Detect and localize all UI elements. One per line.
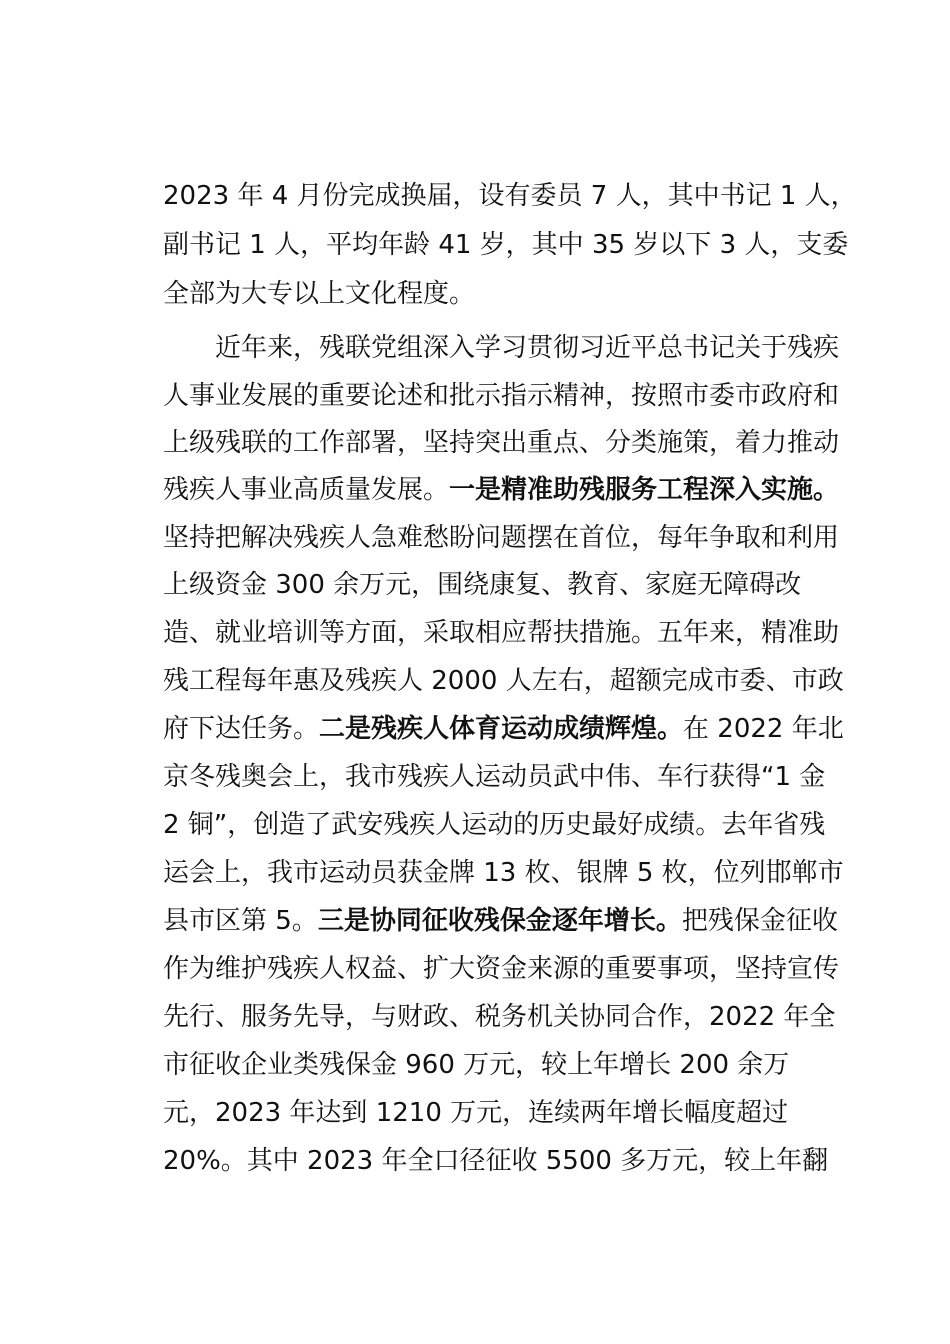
text-span: 县市区第 5。 [163, 906, 318, 936]
text-line [163, 706, 844, 752]
text-line: 坚持把解决残疾人急难愁盼问题摆在首位，每年争取和利用 [163, 523, 840, 553]
text-line: 京冬残奥会上，我市残疾人运动员武中伟、车行获得“1 金 [163, 762, 826, 792]
text-line [163, 467, 839, 513]
bold-heading-3: 三是协同征收残保金逐年增长。 [317, 906, 682, 936]
bold-heading-2: 二是残疾人体育运动成绩辉煌。 [319, 714, 684, 744]
text-line [163, 898, 838, 944]
text-line: 2 铜”，创造了武安残疾人运动的历史最好成绩。去年省残 [163, 810, 826, 840]
text-line: 作为维护残疾人权益、扩大资金来源的重要事项，坚持宣传 [163, 954, 840, 984]
text-line: 人事业发展的重要论述和批示指示精神，按照市委市政府和 [163, 381, 840, 411]
text-line: 近年来，残联党组深入学习贯彻习近平总书记关于残疾 [163, 333, 840, 363]
text-line: 副书记 1 人，平均年龄 41 岁，其中 35 岁以下 3 人，支委 [163, 230, 849, 260]
text-span: 在 2022 年北 [683, 714, 844, 744]
bold-heading-1: 一是精准助残服务工程深入实施。 [449, 475, 840, 505]
text-line: 全部为大专以上文化程度。 [163, 279, 476, 309]
text-line: 上级资金 300 余万元，围绕康复、教育、家庭无障碍改 [163, 570, 802, 600]
text-line: 元，2023 年达到 1210 万元，连续两年增长幅度超过 [163, 1098, 789, 1128]
text-line: 市征收企业类残保金 960 万元，较上年增长 200 余万 [163, 1050, 790, 1080]
text-span: 残疾人事业高质量发展。 [163, 475, 450, 505]
text-line: 上级残联的工作部署，坚持突出重点、分类施策，着力推动 [163, 428, 840, 458]
text-span: 把残保金征收 [681, 906, 838, 936]
text-line: 残工程每年惠及残疾人 2000 人左右，超额完成市委、市政 [163, 666, 844, 696]
text-line: 造、就业培训等方面，采取相应帮扶措施。五年来，精准助 [163, 618, 840, 648]
text-line: 先行、服务先导，与财政、税务机关协同合作，2022 年全 [163, 1002, 836, 1032]
text-line: 20%。其中 2023 年全口径征收 5500 多万元，较上年翻 [163, 1146, 829, 1176]
text-line: 运会上，我市运动员获金牌 13 枚、银牌 5 枚，位列邯郸市 [163, 858, 844, 888]
text-line: 2023 年 4 月份完成换届，设有委员 7 人，其中书记 1 人， [163, 181, 857, 211]
text-span: 府下达任务。 [163, 714, 320, 744]
